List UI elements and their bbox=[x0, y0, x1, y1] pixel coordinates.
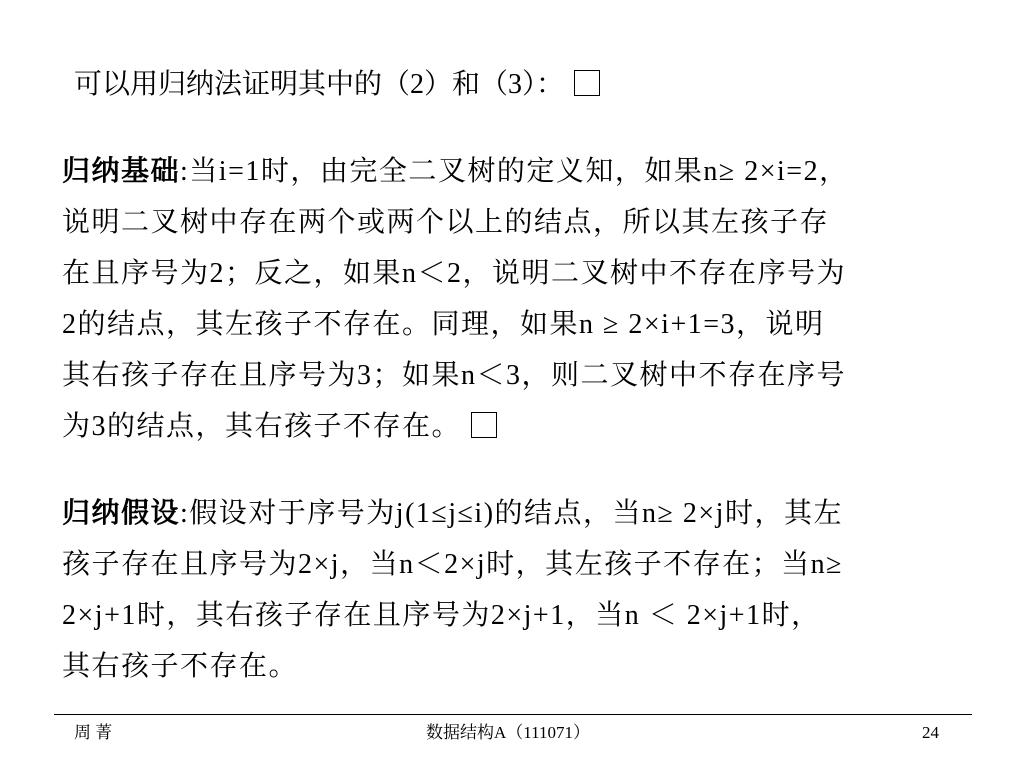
hypothesis-line-text: :假设对于序号为j(1≤j≤i)的结点，当n≥ 2×j时，其左 bbox=[180, 498, 843, 529]
footer-divider bbox=[54, 714, 972, 715]
basis-line: 在且序号为2；反之，如果n＜2，说明二叉树中不存在序号为 bbox=[62, 258, 847, 289]
basis-line bbox=[62, 146, 982, 197]
hypothesis-line: 其右孩子不存在。 bbox=[62, 651, 299, 682]
hypothesis-line bbox=[62, 488, 982, 539]
intro-line bbox=[74, 60, 600, 110]
basis-line-text: 为3的结点，其右孩子不存在。 bbox=[62, 411, 462, 442]
placeholder-box-icon bbox=[574, 70, 600, 96]
hypothesis-line: 孩子存在且序号为2×j，当n＜2×j时，其左孩子不存在；当n≥ bbox=[62, 549, 844, 580]
hypothesis-line: 2×j+1时，其右孩子存在且序号为2×j+1，当n ＜ 2×j+1时， bbox=[62, 600, 821, 631]
footer-course-title: 数据结构A（111071） bbox=[426, 723, 591, 742]
basis-line: 2的结点，其左孩子不存在。同理，如果n ≥ 2×i+1=3，说明 bbox=[62, 309, 825, 340]
end-of-proof-box-icon bbox=[471, 412, 497, 438]
induction-basis-paragraph bbox=[62, 146, 982, 452]
basis-line: 说明二叉树中存在两个或两个以上的结点，所以其左孩子存 bbox=[62, 207, 830, 238]
footer-author: 周 菁 bbox=[74, 723, 113, 742]
footer-page-number: 24 bbox=[922, 723, 939, 742]
basis-line-text: :当i=1时，由完全二叉树的定义知，如果n≥ 2×i=2， bbox=[180, 156, 849, 187]
basis-line-last bbox=[62, 401, 982, 452]
basis-heading: 归纳基础 bbox=[62, 156, 181, 187]
intro-text: 可以用归纳法证明其中的（2）和（3）： bbox=[74, 69, 565, 100]
basis-line: 其右孩子存在且序号为3；如果n＜3，则二叉树中不存在序号 bbox=[62, 360, 847, 391]
induction-hypothesis-paragraph bbox=[62, 488, 982, 692]
hypothesis-heading: 归纳假设 bbox=[62, 498, 181, 529]
